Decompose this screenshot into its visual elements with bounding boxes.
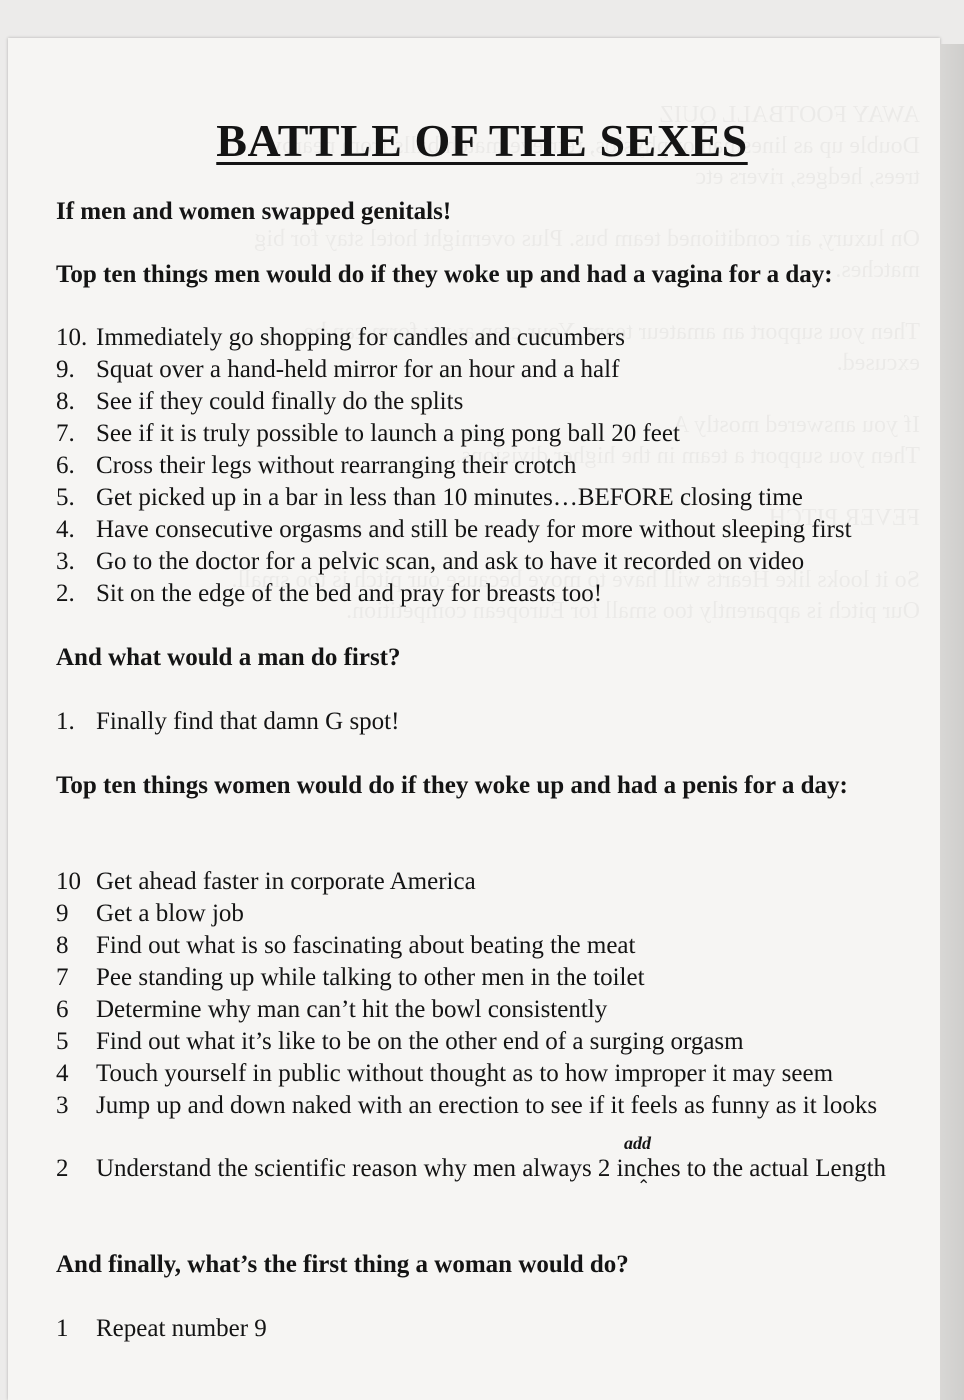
item-text: Get ahead faster in corporate America	[96, 868, 476, 895]
list-item	[56, 1153, 936, 1185]
item-number: 5	[56, 1028, 69, 1055]
item-text: Jump up and down naked with an erection to see if it feels as funny as it looks	[96, 1092, 878, 1119]
subtitle: If men and women swapped genitals!	[56, 198, 452, 225]
item-text: Touch yourself in public without thought as to how improper it may seem	[96, 1060, 834, 1087]
list-item	[56, 386, 936, 418]
list-item	[56, 866, 936, 898]
item-text: See if it is truly possible to launch a ping pong ball 20 feet	[96, 420, 680, 447]
item-number: 4	[56, 1060, 69, 1087]
section-heading-man-first: And what would a man do first?	[56, 644, 401, 671]
item-text: Get a blow job	[96, 900, 244, 927]
item-text: Go to the doctor for a pelvic scan, and ask to have it recorded on video	[96, 548, 805, 575]
list-item	[56, 706, 936, 738]
list-item	[56, 930, 936, 962]
item-number: 9.	[56, 356, 75, 383]
handwritten-insertion: add	[624, 1133, 651, 1153]
list-item	[56, 898, 936, 930]
item-number: 3.	[56, 548, 75, 575]
item-number: 10	[56, 868, 81, 895]
item-number: 3	[56, 1092, 69, 1119]
item-text: Finally find that damn G spot!	[96, 708, 400, 735]
item-text: Have consecutive orgasms and still be ready for more without sleeping first	[96, 516, 852, 543]
item-number: 8	[56, 932, 69, 959]
list-item	[56, 994, 936, 1026]
item-text: Find out what it’s like to be on the other end of a surging orgasm	[96, 1028, 744, 1055]
insertion-caret: ⌃	[637, 1178, 651, 1195]
page-title-text: BATTLE OF THE SEXES	[216, 115, 748, 166]
list-item	[56, 354, 936, 386]
list-item	[56, 546, 936, 578]
item-text: Squat over a hand-held mirror for an hour and a half	[96, 356, 620, 383]
item-number: 5.	[56, 484, 75, 511]
item-text: Get picked up in a bar in less than 10 minutes…BEFORE closing time	[96, 484, 803, 511]
item-text: Pee standing up while talking to other men in the toilet	[96, 964, 645, 991]
item-number: 6.	[56, 452, 75, 479]
list-item	[56, 578, 936, 610]
item-number: 9	[56, 900, 69, 927]
list-item	[56, 514, 936, 546]
list-item	[56, 482, 936, 514]
page-title	[0, 114, 964, 167]
list-item	[56, 1090, 936, 1122]
item-number: 2	[56, 1155, 69, 1182]
item-number: 4.	[56, 516, 75, 543]
list-item	[56, 1313, 936, 1345]
section-heading-woman-first: And finally, what’s the first thing a woman would do?	[56, 1251, 629, 1278]
item-text: Determine why man can’t hit the bowl consistently	[96, 996, 608, 1023]
section-heading-women: Top ten things women would do if they woke up and had a penis for a day:	[56, 772, 848, 799]
section-heading-men: Top ten things men would do if they woke up and had a vagina for a day:	[56, 261, 833, 288]
list-item	[56, 418, 936, 450]
item-text: Understand the scientific reason why men always 2 inches to the actual Length	[96, 1155, 887, 1182]
item-number: 1	[56, 1315, 69, 1342]
list-item	[56, 1026, 936, 1058]
list-item	[56, 322, 936, 354]
item-number: 7	[56, 964, 69, 991]
item-text: Immediately go shopping for candles and cucumbers	[96, 324, 626, 351]
item-text: Cross their legs without rearranging their crotch	[96, 452, 577, 479]
item-number: 6	[56, 996, 69, 1023]
list-item	[56, 962, 936, 994]
list-item	[56, 1058, 936, 1090]
item-number: 7.	[56, 420, 75, 447]
item-text: Sit on the edge of the bed and pray for breasts too!	[96, 580, 603, 607]
item-text: See if they could finally do the splits	[96, 388, 464, 415]
item-number: 2.	[56, 580, 75, 607]
item-number: 10.	[56, 324, 88, 351]
item-number: 8.	[56, 388, 75, 415]
item-number: 1.	[56, 708, 75, 735]
item-text: Repeat number 9	[96, 1315, 267, 1342]
item-text: Find out what is so fascinating about beating the meat	[96, 932, 636, 959]
list-item	[56, 450, 936, 482]
